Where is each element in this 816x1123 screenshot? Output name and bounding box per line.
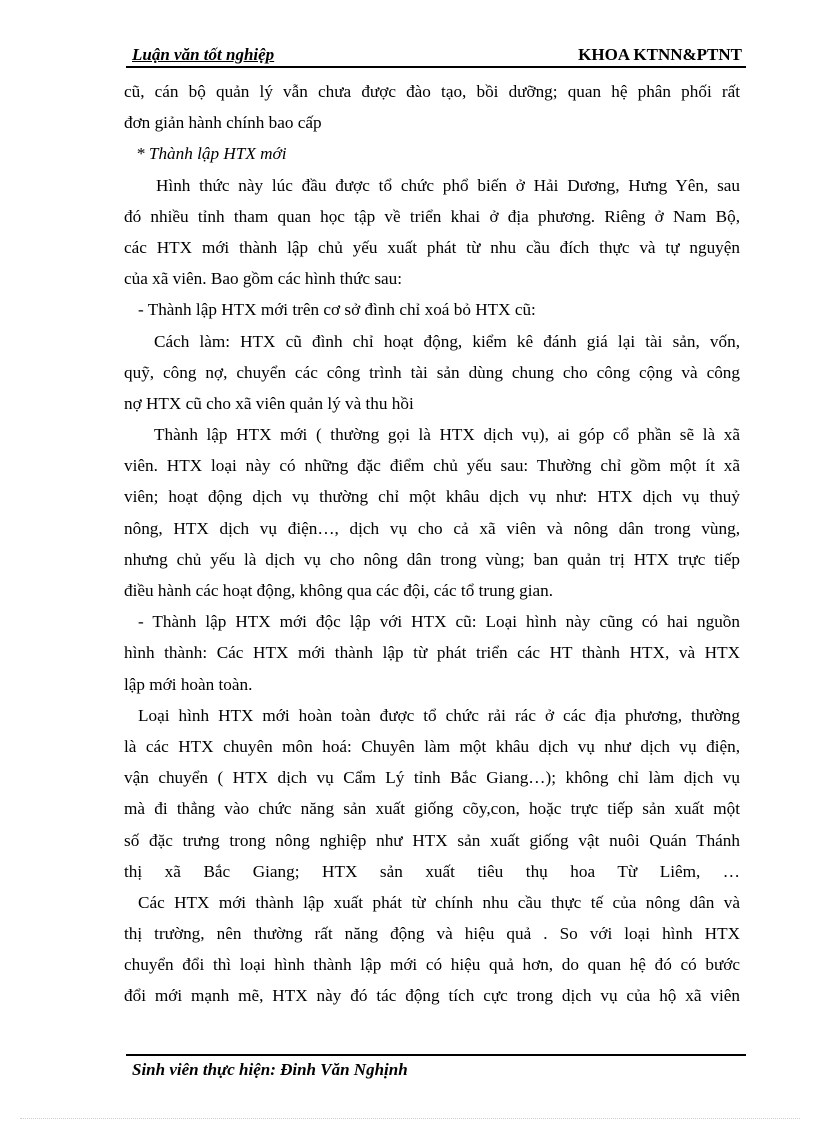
text-line: vận chuyển ( HTX dịch vụ Cẩm Lý tỉnh Bắc Giang…); không chỉ làm dịch vụ (124, 768, 740, 788)
text-line: điều hành các hoạt động, không qua các đội, các tổ trung gian. (124, 581, 554, 600)
text-line: Cách làm: HTX cũ đình chỉ hoạt động, kiểm kê đánh giá lại tài sản, vốn, (154, 331, 740, 351)
page-bottom-divider (20, 1118, 800, 1119)
text-line: thị trường, nên thường rất năng động và hiệu quả . So với loại hình HTX (124, 924, 740, 944)
text-line: Loại hình HTX mới hoàn toàn được tổ chức rải rác ở các địa phương, thường (138, 705, 740, 725)
page-footer (126, 1054, 746, 1079)
header-title: Luận văn tốt nghiệp (132, 45, 275, 64)
text-line: Các HTX mới thành lập xuất phát từ chính nhu cầu thực tế của nông dân và (138, 892, 740, 912)
text-line: quỹ, công nợ, chuyển các công trình tài sản dùng chung cho công cộng và công (124, 362, 740, 382)
text-line: hình thành: Các HTX mới thành lập từ phát triển các HT thành HTX, và HTX (124, 643, 740, 663)
footer-author: Sinh viên thực hiện: Đinh Văn Nghịnh (132, 1060, 408, 1079)
text-line: các HTX mới thành lập chủ yếu xuất phát từ nhu cầu đích thực và tự nguyện (124, 237, 740, 257)
text-line: đơn giản hành chính bao cấp (124, 113, 322, 133)
text-line: lập mới hoàn toàn. (124, 674, 253, 694)
text-line: thị xã Bắc Giang; HTX sản xuất tiêu thụ hoa Từ Liêm, … (124, 861, 740, 881)
text-line: đổi mới mạnh mẽ, HTX này đó tác động tích cực trong dịch vụ của hộ xã viên (124, 986, 740, 1006)
text-line: - Thành lập HTX mới độc lập với HTX cũ: Loại hình này cũng có hai nguồn (138, 612, 740, 632)
section-heading: * Thành lập HTX mới (136, 144, 287, 164)
text-line: cũ, cán bộ quản lý vẫn chưa được đào tạo, bồi dưỡng; quan hệ phân phối rất (124, 82, 740, 101)
text-line: viên. HTX loại này có những đặc điểm chủ yếu sau: Thường chỉ gồm một ít xã (124, 456, 740, 476)
text-line: nợ HTX cũ cho xã viên quản lý và thu hồi (124, 393, 414, 413)
text-line: nông, HTX dịch vụ điện…, dịch vụ cho cả xã viên và nông dân trong vùng, (124, 518, 740, 538)
text-line: số đặc trưng trong nông nghiệp như HTX sản xuất giống vật nuôi Quán Thánh (124, 830, 740, 850)
page-header (126, 42, 746, 68)
text-line: chuyển đổi thì loại hình thành lập mới có hiệu quả hơn, do quan hệ đó có bước (124, 955, 740, 975)
text-line: Hình thức này lúc đầu được tổ chức phổ biến ở Hải Dương, Hưng Yên, sau (156, 175, 740, 195)
text-line: Thành lập HTX mới ( thường gọi là HTX dịch vụ), ai góp cổ phần sẽ là xã (154, 425, 740, 445)
text-line: mà đi thẳng vào chức năng sản xuất giống cõy,con, hoặc trực tiếp sản xuất một (124, 799, 740, 819)
text-line: viên; hoạt động dịch vụ thường chỉ một khâu dịch vụ như: HTX dịch vụ thuỷ (124, 487, 740, 507)
text-line: của xã viên. Bao gồm các hình thức sau: (124, 269, 403, 289)
body-text (118, 76, 740, 1012)
text-line: là các HTX chuyên môn hoá: Chuyên làm một khâu dịch vụ như dịch vụ điện, (124, 736, 740, 756)
text-line: đó nhiều tỉnh tham quan học tập về triển khai ở địa phương. Riêng ở Nam Bộ, (124, 206, 740, 226)
text-line: - Thành lập HTX mới trên cơ sở đình chỉ xoá bỏ HTX cũ: (138, 300, 536, 320)
header-department: KHOA KTNN&PTNT (578, 45, 742, 64)
text-line: nhưng chủ yếu là dịch vụ cho nông dân trong vùng; ban quản trị HTX trực tiếp (124, 549, 740, 569)
